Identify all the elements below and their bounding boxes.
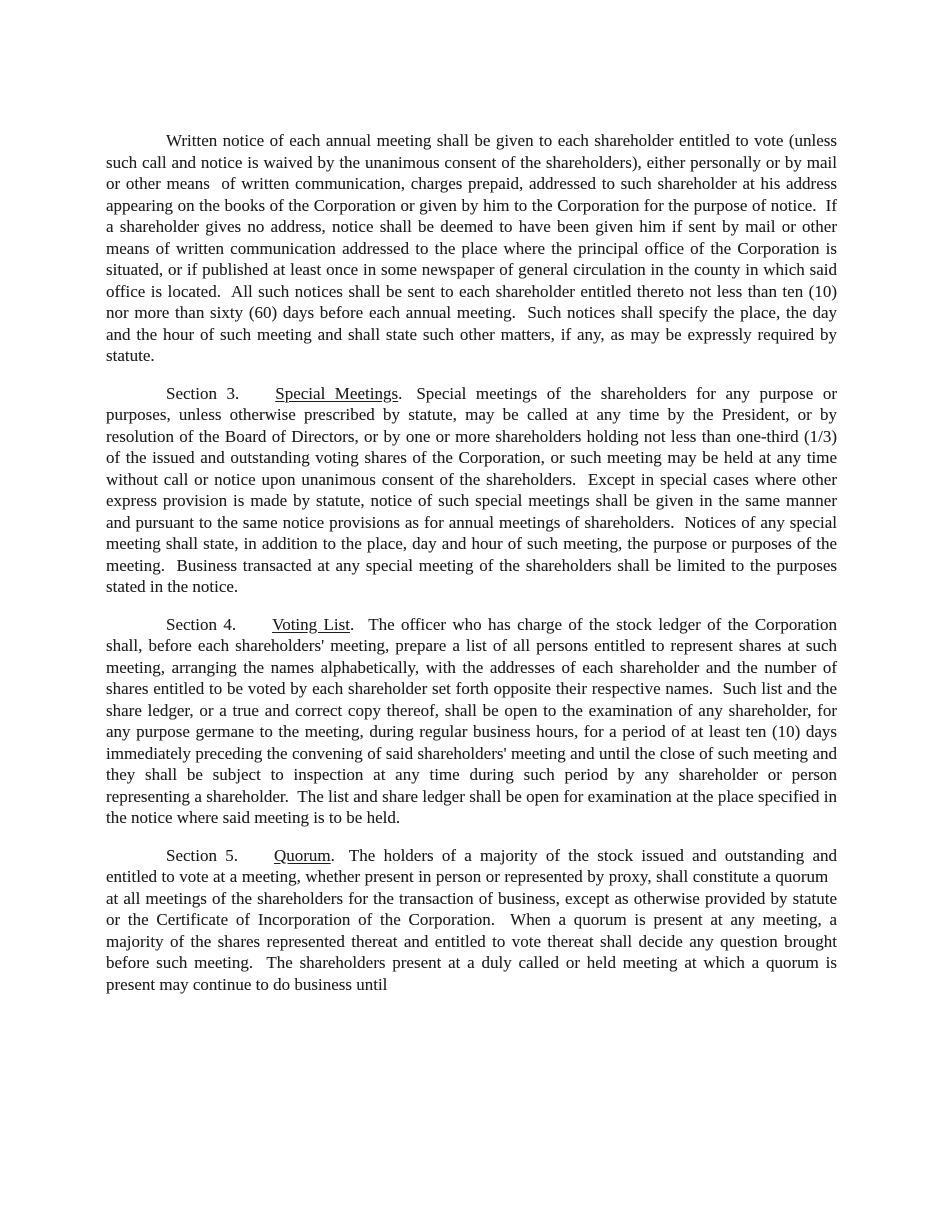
paragraph-body: The officer who has charge of the stock ledger of the Corporation shall, before each shareholders' meeting, prepare a list of all persons entitled to represent shares at such meeting, arranging the names alphabetically, with the addresses of each shareholder and the number of shares entitled to be voted by each shareholder set forth opposite their respective names. Such list and the share ledger, or a true and correct copy thereof, shall be open to the examination of any shareholder, for any purpose germane to the meeting, during regular business hours, for a period of at least ten (10) days immediately preceding the convening of said shareholders' meeting and until the close of such meeting and they shall be subject to inspection at any time during such period by any shareholder or person representing a shareholder. The list and share ledger shall be open for examination at the place specified in the notice where said meeting is to be held. (106, 614, 837, 827)
paragraph-section-3-special-meetings (106, 383, 837, 598)
section-title: Quorum (273, 845, 331, 865)
paragraph-section-5-quorum (106, 845, 837, 996)
section-title: Voting List (272, 614, 350, 634)
paragraph-body: Written notice of each annual meeting shall be given to each shareholder entitled to vote (unless such call and notice is waived by the unanimous consent of the shareholders), either personally or by mail or other means of written communication, charges prepaid, addressed to such shareholder at his address appearing on the books of the Corporation or given by him to the Corporation for the purpose of notice. If a shareholder gives no address, notice shall be deemed to have been given him if sent by mail or other means of written communication addressed to the place where the principal office of the Corporation is situated, or if published at least once in some newspaper of general circulation in the county in which said office is located. All such notices shall be sent to each shareholder entitled thereto not less than ten (10) nor more than sixty (60) days before each annual meeting. Such notices shall specify the place, the day and the hour of such meeting and shall state such other matters, if any, as may be expressly required by statute. (106, 131, 837, 365)
paragraph-body: The holders of a majority of the stock issued and outstanding and entitled to vote at a meeting, whether present in person or represented by proxy, shall constitute a quorum at all meetings of the shareholders for the transaction of business, except as otherwise provided by statute or the Certificate of Incorporation of the Corporation. When a quorum is present at any meeting, a majority of the shares represented thereat and entitled to vote thereat shall decide any question brought before such meeting. The shareholders present at a duly called or held meeting at which a quorum is present may continue to do business until (106, 845, 837, 994)
section-title-period: . (330, 845, 335, 865)
section-title-period: . (398, 383, 403, 403)
paragraph-section-4-voting-list (106, 614, 837, 829)
section-label: Section 5. (166, 845, 238, 865)
paragraph-body: Special meetings of the shareholders for any purpose or purposes, unless otherwise prescribed by statute, may be called at any time by the President, or by resolution of the Board of Directors, or by one or more shareholders holding not less than one-third (1/3) of the issued and outstanding voting shares of the Corporation, or such meeting may be held at any time without call or notice upon unanimous consent of the shareholders. Except in special cases where other express provision is made by statute, notice of such special meetings shall be given in the same manner and pursuant to the same notice provisions as for annual meetings of shareholders. Notices of any special meeting shall state, in addition to the place, day and hour of such meeting, the purpose or purposes of the meeting. Business transacted at any special meeting of the shareholders shall be limited to the purposes stated in the notice. (106, 383, 837, 596)
section-label: Section 4. (166, 614, 237, 634)
section-title-period: . (349, 614, 355, 634)
section-label: Section 3. (166, 383, 240, 403)
section-title: Special Meetings (275, 383, 399, 403)
paragraph-annual-meeting-notice (106, 130, 837, 367)
